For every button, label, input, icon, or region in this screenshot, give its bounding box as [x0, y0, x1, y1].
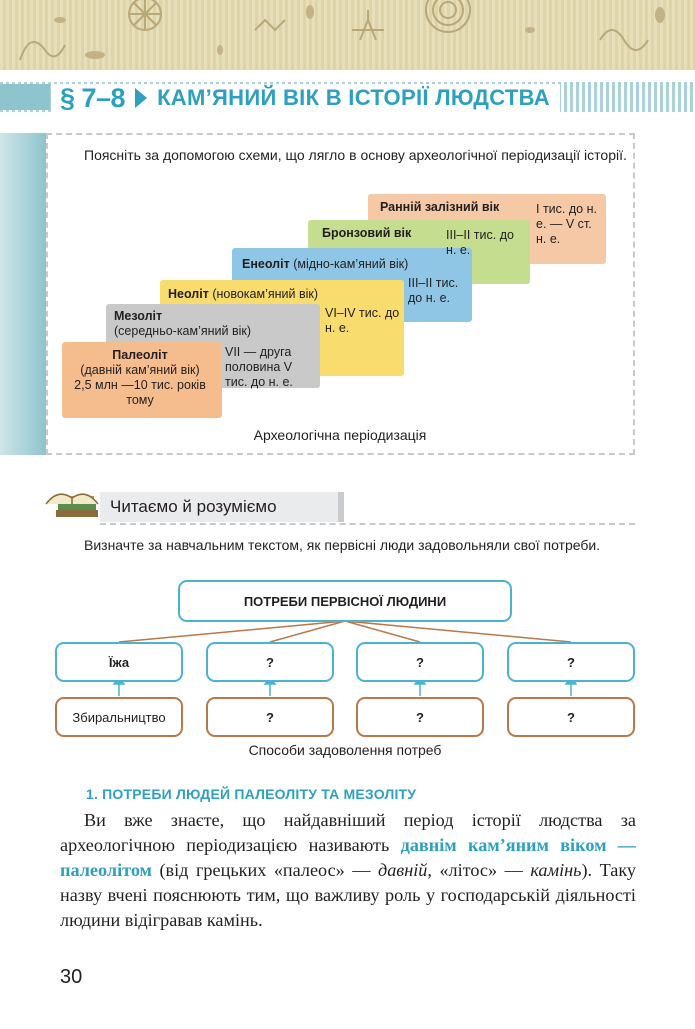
step-name: Палеоліт	[112, 348, 168, 362]
highlight-term: давнім кам’яним віком — палеолітом	[60, 835, 636, 880]
step-date: I тис. до н. е. — V ст. н. е.	[536, 202, 597, 246]
step-note: (давній кам’яний вік)	[80, 363, 200, 377]
step-name: Мезоліт	[114, 309, 163, 323]
section-title: КАМ’ЯНИЙ ВІК В ІСТОРІЇ ЛЮДСТВА	[157, 85, 550, 110]
needs-title-box: ПОТРЕБИ ПЕРВІСНОЇ ЛЮДИНИ	[178, 580, 512, 622]
step-name: Бронзовий вік	[322, 226, 412, 240]
need-box: ?	[356, 642, 484, 682]
needs-caption: Способи задоволення потреб	[248, 742, 442, 758]
step-name: Неоліт	[168, 287, 209, 301]
step-name: Ранній залізний вік	[380, 200, 500, 214]
step-neolit	[168, 287, 318, 302]
body-paragraph: Ви вже знаєте, що найдавніший період історії людства за археологічною періодизацією називають давнім кам’яним віком — палеолітом (від грецьких «палеос» — давній, «літос» — камінь). Таку назву вчені пояснюють тим, що важливу роль у господарській діяльності людини відігравав камінь.	[60, 810, 636, 930]
step-mezolit	[114, 309, 314, 339]
need-box: ?	[507, 642, 635, 682]
section-number: § 7–8	[60, 82, 126, 113]
step-ranniy-zaliznyi	[380, 200, 499, 215]
step-paleolit	[64, 348, 216, 408]
step-eneolit	[242, 257, 408, 272]
need-box: ?	[206, 642, 334, 682]
step-note: (новокам’яний вік)	[212, 287, 319, 301]
way-box: ?	[507, 697, 635, 737]
scheme-task: Поясніть за допомогою схеми, що лягло в основу археологічної періодизації історії.	[84, 147, 627, 163]
section-heading: 1. ПОТРЕБИ ЛЮДЕЙ ПАЛЕОЛІТУ ТА МЕЗОЛІТУ	[86, 786, 417, 802]
way-box: ?	[206, 697, 334, 737]
step-date: VII — друга половина V тис. до н. е.	[225, 345, 293, 389]
reading-divider	[100, 523, 635, 525]
reading-task: Визначте за навчальним текстом, як первісні люди задовольняли свої потреби.	[84, 537, 601, 553]
page-number: 30	[60, 966, 83, 988]
step-date-inner: 2,5 млн —10 тис. років тому	[74, 378, 206, 407]
way-box: Збиральництво	[55, 697, 183, 737]
step-note: (середньо-кам’яний вік)	[114, 324, 252, 338]
books-icon	[44, 480, 102, 526]
step-name: Енеоліт	[242, 257, 290, 271]
need-box: Їжа	[55, 642, 183, 682]
step-date: VI–IV тис. до н. е.	[325, 306, 400, 335]
reading-banner: Читаємо й розуміємо	[100, 492, 344, 522]
scheme-caption: Археологічна періодизація	[253, 427, 427, 443]
step-date: III–II тис. до н. е.	[408, 276, 459, 305]
step-date: III–II тис. до н. е.	[446, 228, 514, 257]
step-bronzovyi	[322, 226, 411, 241]
way-box: ?	[356, 697, 484, 737]
step-note: (мідно-кам’яний вік)	[293, 257, 409, 271]
